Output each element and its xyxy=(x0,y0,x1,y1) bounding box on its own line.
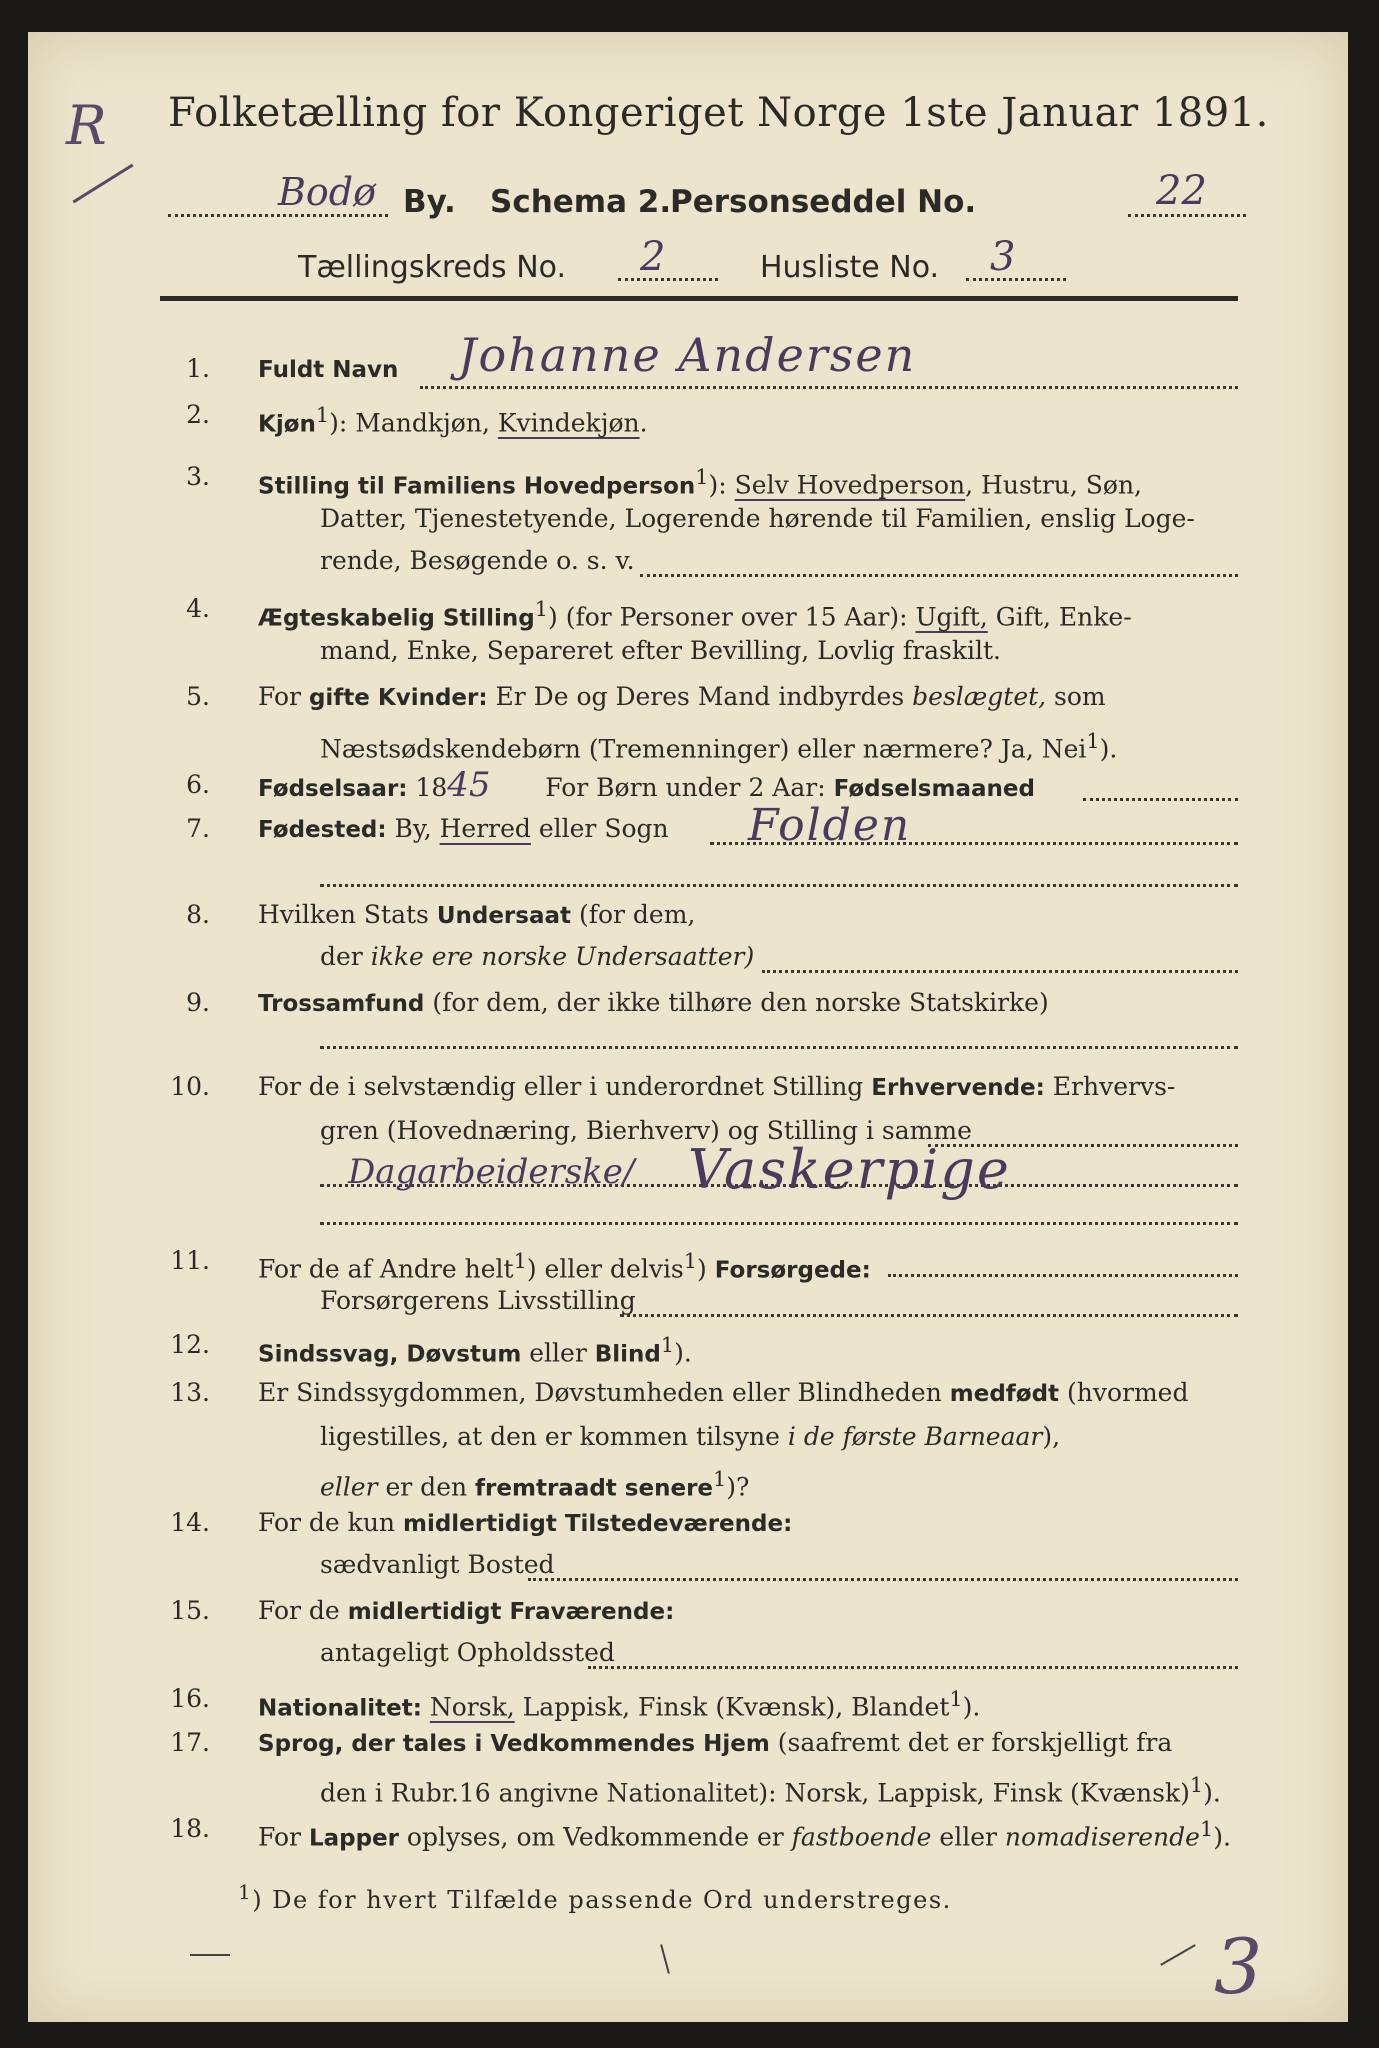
q11-text-3: ) xyxy=(697,1254,715,1284)
question-number: 9. xyxy=(186,988,210,1017)
question-number: 1. xyxy=(186,354,210,383)
form-title: Folketælling for Kongeriget Norge 1ste Januar 1891. xyxy=(168,90,1269,136)
kreds-field xyxy=(618,234,728,289)
q5-text-2: Er De og Deres Mand indbyrdes xyxy=(487,682,913,711)
q5-text: For xyxy=(258,682,309,711)
q10-answer-line-3 xyxy=(320,1222,1238,1225)
q3-answer-line xyxy=(640,574,1238,577)
footnote-ref: 1 xyxy=(713,1467,727,1491)
footnote-sup: 1 xyxy=(238,1880,253,1904)
q17-line-2: den i Rubr.16 angivne Nationalitet): Norsk, Lappisk, Finsk (Kvænsk) xyxy=(320,1778,1190,1808)
q18-text-2: oplyses, om Vedkommende er xyxy=(398,1822,792,1852)
q15-label: midlertidigt Fraværende: xyxy=(347,1599,675,1625)
personseddel-label: Personseddel No. xyxy=(670,184,977,220)
question-number: 10. xyxy=(170,1072,210,1101)
q1-answer-handwritten: Johanne Andersen xyxy=(458,328,917,382)
census-form xyxy=(28,32,1348,2022)
q18-italic-1: fastboende xyxy=(791,1822,932,1852)
question-number: 13. xyxy=(170,1378,210,1407)
q10-answer-handwritten-b: Vaskerpige xyxy=(688,1138,1011,1201)
husliste-no: 3 xyxy=(990,234,1016,280)
q4-line-2: mand, Enke, Separeret efter Bevilling, Lovlig fraskilt. xyxy=(320,636,1001,665)
question-number: 14. xyxy=(170,1508,210,1537)
personseddel-no: 22 xyxy=(1156,168,1207,214)
q7-label: Fødested: xyxy=(258,817,387,843)
schema-label: Schema 2. xyxy=(490,184,672,220)
q13-line-2-italic: i de første Barneaar xyxy=(787,1422,1043,1451)
question-number: 3. xyxy=(186,462,210,491)
footnote-text: ) De for hvert Tilfælde passende Ord understreges. xyxy=(252,1886,952,1914)
footnote xyxy=(238,1880,952,1914)
pencil-tick-right xyxy=(1160,1944,1196,1966)
q5-label: gifte Kvinder: xyxy=(308,685,488,711)
question-number: 7. xyxy=(186,814,210,843)
q3-line-2: Datter, Tjenestetyende, Logerende hørende til Familien, enslig Loge- xyxy=(320,504,1195,533)
q7-text-rest: eller Sogn xyxy=(530,814,669,843)
q6-text: For Børn under 2 Aar: xyxy=(537,773,834,802)
footnote-ref: 1 xyxy=(1086,729,1100,753)
q13-label-2: fremtraadt senere xyxy=(475,1475,714,1502)
q13-line-3: er den xyxy=(377,1472,476,1502)
q17-line-2-end: ). xyxy=(1203,1778,1221,1808)
q15-answer-line xyxy=(588,1666,1238,1669)
question-number: 12. xyxy=(170,1330,210,1359)
q11-text-2: ) eller delvis xyxy=(526,1254,684,1284)
q2-underlined-choice: Kvindekjøn xyxy=(497,408,640,438)
q6-year-handwritten: 45 xyxy=(447,765,491,805)
q5-text-3: som xyxy=(1046,682,1106,711)
q9-text: (for dem, der ikke tilhøre den norske Statskirke) xyxy=(424,988,1049,1017)
q13-line-2: ligestilles, at den er kommen tilsyne xyxy=(320,1422,788,1451)
q5-italic: beslægtet, xyxy=(912,682,1047,711)
q5-line-2-end: ). xyxy=(1099,734,1118,764)
q3-underlined-choice: Selv Hovedperson xyxy=(734,470,966,500)
q6-label: Fødselsaar: xyxy=(258,776,408,802)
kreds-no: 2 xyxy=(640,234,666,280)
q12-label-2: Blind xyxy=(594,1341,661,1368)
q14-line-2: sædvanligt Bosted xyxy=(320,1550,555,1579)
question-number: 16. xyxy=(170,1684,210,1713)
footnote-ref: 1 xyxy=(695,465,709,489)
q11-answer-line xyxy=(888,1274,1238,1277)
q7-underlined-choice: Herred xyxy=(439,814,531,843)
q3-text: ): xyxy=(708,470,735,500)
q16-label: Nationalitet: xyxy=(258,1695,422,1722)
q2-text: ): Mandkjøn, xyxy=(329,408,498,438)
q6-answer-line xyxy=(1083,798,1238,801)
q8-text-rest: (for dem, xyxy=(571,900,696,929)
question-number: 15. xyxy=(170,1596,210,1625)
q17-text: (saafremt det er forskjelligt fra xyxy=(769,1728,1173,1757)
q3-label: Stilling til Familiens Hovedperson xyxy=(258,473,696,500)
q11-answer-line-2 xyxy=(620,1314,1238,1317)
q4-underlined-choice: Ugift, xyxy=(915,602,988,632)
q6-label-2: Fødselsmaaned xyxy=(833,776,1035,802)
question-number: 17. xyxy=(170,1728,210,1757)
q14-answer-line xyxy=(528,1578,1238,1581)
margin-pencil-stroke xyxy=(73,164,134,204)
q4-text-rest: Gift, Enke- xyxy=(987,602,1132,632)
footnote-ref: 1 xyxy=(1199,1817,1214,1841)
q15-text: For de xyxy=(258,1596,348,1625)
q16-text: Lappisk, Finsk (Kvænsk), Blandet xyxy=(514,1692,950,1722)
by-label: By. xyxy=(403,184,456,220)
q10-text-rest: Erhvervs- xyxy=(1044,1072,1176,1101)
footnote-ref: 1 xyxy=(513,1249,527,1273)
footnote-ref: 1 xyxy=(534,597,549,621)
q16-space xyxy=(422,1692,430,1721)
q4-label: Ægteskabelig Stilling xyxy=(258,605,535,632)
pencil-tick-left xyxy=(190,1954,230,1956)
city-field xyxy=(168,170,398,225)
q2-label: Kjøn xyxy=(258,411,316,438)
q8-line-2-italic: ikke ere norske Undersaatter) xyxy=(370,942,755,971)
q9-answer-line xyxy=(320,1046,1238,1049)
q8-label: Undersaat xyxy=(436,903,571,929)
footnote-ref: 1 xyxy=(1189,1773,1204,1797)
q18-label: Lapper xyxy=(308,1825,399,1852)
q17-label: Sprog, der tales i Vedkommendes Hjem xyxy=(258,1731,770,1757)
question-number: 8. xyxy=(186,900,210,929)
margin-mark-top-left: R xyxy=(66,94,107,157)
q16-text-end: ). xyxy=(962,1692,981,1722)
q8-text: Hvilken Stats xyxy=(258,900,437,929)
q10-label: Erhvervende: xyxy=(871,1075,1045,1101)
kreds-label: Tællingskreds No. xyxy=(298,250,566,285)
q18-text-3: eller xyxy=(931,1822,1005,1852)
q12-text: eller xyxy=(521,1338,595,1368)
q7-answer-line-2 xyxy=(320,884,1238,887)
q9-label: Trossamfund xyxy=(258,991,425,1017)
q6-year-prefix: 18 xyxy=(407,773,448,802)
q1-answer-line xyxy=(420,386,1238,389)
q10-line-2: gren (Hovednæring, Bierhverv) og Stilling i samme xyxy=(320,1116,972,1145)
q5-line-2: Næstsødskendebørn (Tremenninger) eller nærmere? Ja, Nei xyxy=(320,734,1087,764)
q13-text: Er Sindssygdommen, Døvstumheden eller Blindheden xyxy=(258,1378,950,1407)
q7-answer-handwritten: Folden xyxy=(748,800,912,851)
q11-text: For de af Andre helt xyxy=(258,1254,514,1284)
q13-line-2-end: ), xyxy=(1042,1422,1061,1451)
q15-line-2: antageligt Opholdssted xyxy=(320,1638,615,1667)
footnote-ref: 1 xyxy=(683,1249,698,1273)
q13-label: medfødt xyxy=(949,1381,1060,1407)
q14-label: midlertidigt Tilstedeværende: xyxy=(402,1511,793,1537)
q18-text: For xyxy=(258,1822,309,1852)
footnote-ref: 1 xyxy=(315,403,330,427)
question-number: 18. xyxy=(170,1814,210,1843)
q7-text: By, xyxy=(386,814,440,843)
footnote-ref: 1 xyxy=(949,1687,963,1711)
q4-text: ) (for Personer over 15 Aar): xyxy=(548,602,916,632)
q8-answer-line xyxy=(762,970,1238,973)
q16-underlined-choice: Norsk, xyxy=(429,1692,515,1722)
q13-line-3-italic: eller xyxy=(320,1472,378,1502)
q18-text-end: ). xyxy=(1213,1822,1231,1852)
husliste-field xyxy=(966,234,1076,289)
q8-line-2: der xyxy=(320,942,371,971)
personseddel-field xyxy=(1128,168,1246,225)
q13-text-rest: (hvormed xyxy=(1059,1378,1189,1407)
q13-line-3-end: )? xyxy=(726,1472,750,1502)
footnote-ref: 1 xyxy=(660,1333,675,1357)
q12-text-end: ). xyxy=(674,1338,692,1368)
q11-line-2: Forsørgerens Livsstilling xyxy=(320,1286,636,1315)
city-handwritten: Bodø xyxy=(278,170,377,214)
q14-text: For de kun xyxy=(258,1508,403,1537)
pencil-tick-center xyxy=(660,1944,670,1973)
question-number: 5. xyxy=(186,682,210,711)
q3-line-3: rende, Besøgende o. s. v. xyxy=(320,546,635,575)
q12-label: Sindssvag, Døvstum xyxy=(258,1341,522,1368)
husliste-label: Husliste No. xyxy=(760,250,940,285)
q1-label: Fuldt Navn xyxy=(258,357,399,383)
question-number: 2. xyxy=(186,400,210,429)
question-number: 6. xyxy=(186,770,210,799)
q11-label: Forsørgede: xyxy=(714,1257,871,1284)
q10-answer-handwritten-a: Dagarbeiderske/ xyxy=(348,1152,635,1192)
q2-text-end: . xyxy=(639,408,648,438)
margin-mark-bottom-right: 3 xyxy=(1214,1922,1263,2011)
header-rule xyxy=(160,296,1238,301)
question-number: 4. xyxy=(186,594,210,623)
q18-italic-2: nomadiserende xyxy=(1004,1822,1200,1852)
question-number: 11. xyxy=(170,1246,210,1275)
q3-text-rest: , Hustru, Søn, xyxy=(965,470,1142,500)
q10-text: For de i selvstændig eller i underordnet Stilling xyxy=(258,1072,872,1101)
